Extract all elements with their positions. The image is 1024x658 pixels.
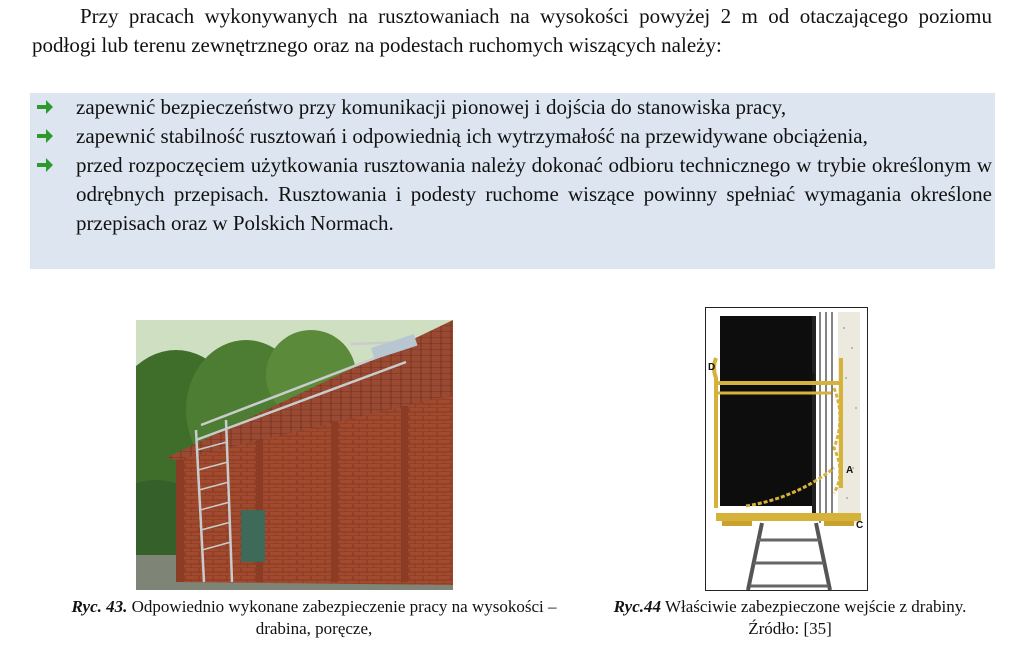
intro-paragraph — [32, 2, 992, 60]
arrow-right-icon — [36, 128, 54, 144]
figure-43-caption — [56, 596, 572, 640]
figure-44-label: Ryc.44 — [613, 597, 661, 616]
list-item-text: zapewnić bezpieczeństwo przy komunikacji pionowej i dojścia do stanowiska pracy, — [76, 95, 787, 119]
ladder-exit-drawing — [705, 307, 868, 591]
figure-43-label: Ryc. 43. — [71, 597, 128, 616]
figure-44-text: Właściwie zabezpieczone wejście z drabiny. Źródło: [35] — [661, 597, 967, 638]
marker-a: A — [846, 465, 854, 476]
list-item — [30, 122, 995, 151]
arrow-right-icon — [36, 157, 54, 173]
intro-text: Przy pracach wykonywanych na rusztowaniach na wysokości powyżej 2 m od otaczającego poziomu podłogi lub terenu zewnętrznego oraz na podestach ruchomych wiszących należy: — [32, 4, 992, 57]
figure-44-caption — [590, 596, 990, 640]
list-item-text: przed rozpoczęciem użytkowania rusztowania należy dokonać odbioru technicznego w trybie określonym w odrębnych przepisach. Rusztowania i podesty ruchome wiszące powinny spełniać wymagania określone przepisach oraz w Polskich Normach. — [76, 153, 992, 235]
arrow-right-icon — [36, 99, 54, 115]
list-item — [30, 93, 995, 122]
marker-d: D — [708, 362, 716, 373]
building-ladder-photo — [136, 320, 453, 590]
list-item-text: zapewnić stabilność rusztowań i odpowiednią ich wytrzymałość na przewidywane obciążenia, — [76, 124, 868, 148]
marker-c: C — [856, 520, 864, 531]
list-item — [30, 151, 995, 238]
requirements-list — [30, 93, 995, 269]
marker-b: B — [808, 372, 816, 383]
figure-43-text: Odpowiednio wykonane zabezpieczenie pracy na wysokości – drabina, poręcze, — [127, 597, 557, 638]
